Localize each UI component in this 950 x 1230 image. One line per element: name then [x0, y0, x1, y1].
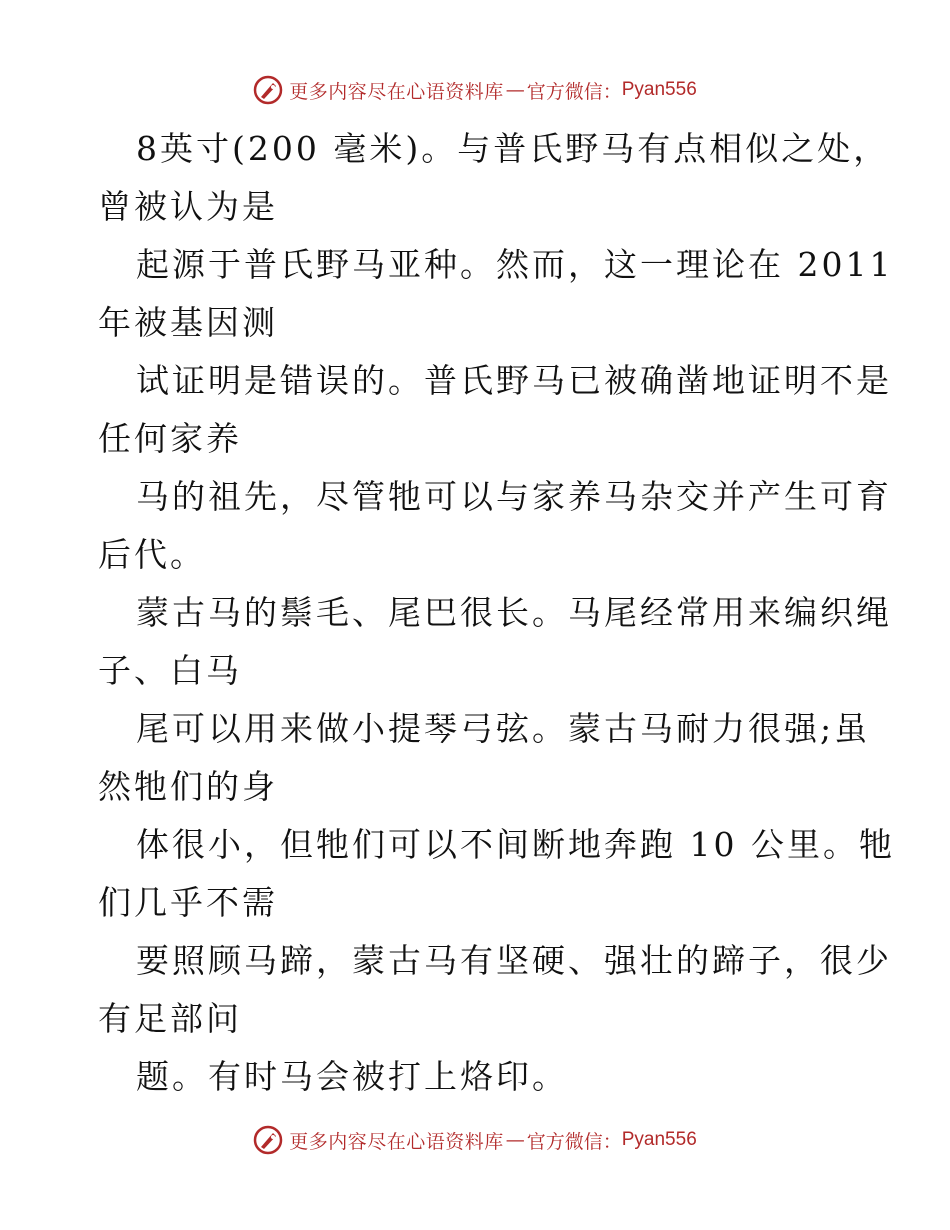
- paragraph-line: 要照顾马蹄，蒙古马有坚硬、强壮的蹄子，很少: [136, 941, 892, 980]
- text-run: 们的身: [170, 767, 278, 806]
- text-run-bold: 牠: [134, 767, 170, 806]
- paragraph-6: [98, 700, 871, 816]
- paragraph-line: 8英寸(200 毫米)。与普氏野马有点相似之处，: [136, 129, 890, 168]
- header-banner: [0, 70, 950, 110]
- banner-wechat-id: Pyan556: [621, 1129, 697, 1150]
- paragraph-line: 们几乎不需: [98, 883, 278, 922]
- banner-site-name: 更多内容尽在心语资料库: [289, 80, 504, 103]
- banner-separator: —: [505, 79, 525, 101]
- paragraph-line: 试证明是错误的。普氏野马已被确凿地证明不是: [136, 361, 892, 400]
- paragraph-line: 年被基因测: [98, 303, 278, 342]
- text-run: 马的祖先，尽管: [136, 477, 388, 516]
- paragraph-2: [98, 236, 894, 352]
- paragraph-3: [98, 352, 892, 468]
- text-run-bold: 牠: [316, 825, 352, 864]
- text-run-bold: 牠: [388, 477, 424, 516]
- paragraph-4: [98, 468, 892, 584]
- text-run: 体很小，但: [136, 825, 316, 864]
- paragraph-line: 起源于普氏野马亚种。然而，这一理论在 2011: [136, 245, 894, 284]
- paragraph-line: 后代。: [98, 535, 206, 574]
- paragraph-7: [98, 816, 895, 932]
- text-run: 然: [98, 767, 134, 806]
- paragraph-line: 子、白马: [98, 651, 242, 690]
- pen-logo-icon: [253, 75, 283, 105]
- paragraph-1: [98, 120, 890, 236]
- banner-wechat-label: 官方微信：: [526, 80, 622, 103]
- text-run: 可以与家养马杂交并产生可育: [424, 477, 892, 516]
- paragraph-5: [98, 584, 892, 700]
- banner-site-name: 更多内容尽在心语资料库: [289, 1130, 504, 1153]
- paragraph-8: [98, 932, 892, 1048]
- banner-wechat-id: Pyan556: [621, 79, 697, 100]
- paragraph-line: [98, 468, 892, 526]
- paragraph-line: 蒙古马的鬃毛、尾巴很长。马尾经常用来编织绳: [136, 593, 892, 632]
- footer-banner: [0, 1120, 950, 1160]
- banner-separator: —: [505, 1129, 525, 1151]
- text-run: 们可以不间断地奔跑 10 公里。: [352, 825, 859, 864]
- paragraph-line: 尾可以用来做小提琴弓弦。蒙古马耐力很强;虽: [136, 709, 871, 748]
- document-body: [98, 120, 895, 1106]
- banner-wechat-label: 官方微信：: [526, 1130, 622, 1153]
- paragraph-line: 任何家养: [98, 419, 242, 458]
- paragraph-line: 题。有时马会被打上烙印。: [136, 1057, 568, 1096]
- paragraph-line: [98, 816, 895, 874]
- paragraph-line: 有足部问: [98, 999, 242, 1038]
- pen-logo-icon: [253, 1125, 283, 1155]
- paragraph-9: [98, 1048, 858, 1106]
- paragraph-line: 曾被认为是: [98, 187, 278, 226]
- text-run-bold: 牠: [858, 825, 895, 864]
- paragraph-line: [98, 758, 858, 816]
